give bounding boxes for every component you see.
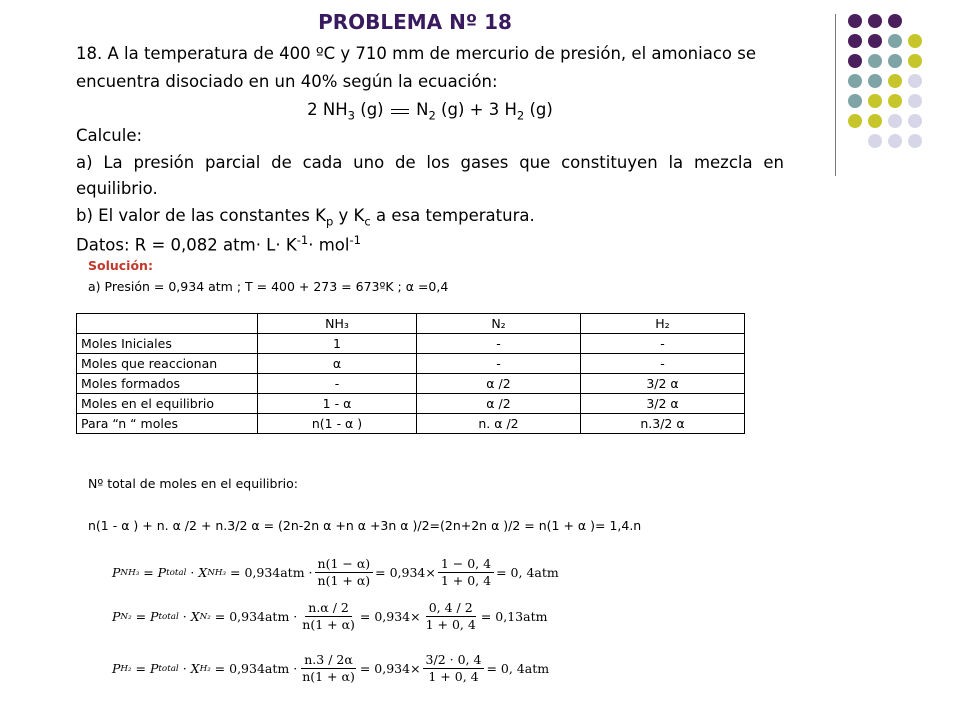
decor-dot: [868, 134, 882, 148]
page-title: PROBLEMA Nº 18: [318, 10, 512, 34]
datos-line: Datos: R = 0,082 $atm\cdot L\cdot K^{-1}\cdot mol^{-1}$: [76, 233, 361, 255]
decor-dot: [908, 134, 922, 148]
statement-line-2: encuentra disociado en un 40% según la ecuación:: [76, 72, 498, 91]
eq-p-h2: P H₂ = P total · X H₂ = 0,934atm · $\frac{n.3 / 2\alpha}{n(1 + \alpha)}$ = 0,934× $\frac{3/2 \cdot 0, 4}{1 + 0, 4}$ = 0, 4atm: [112, 652, 550, 684]
total-moles-equation: n(1 - α ) + n. α /2 + n.3/2 α = (2n-2n α +n α +3n α )/2=(2n+2n α )/2 = n(1 + α )= 1,4.n: [88, 518, 642, 533]
decor-dot: [888, 134, 902, 148]
solution-label: Solución:: [88, 258, 153, 273]
decor-dot: [868, 114, 882, 128]
decor-dot: [908, 34, 922, 48]
decor-dot: [848, 14, 862, 28]
moles-table: [76, 313, 745, 434]
table-row: Moles Iniciales 1 - -: [77, 334, 745, 354]
decor-dot: [868, 14, 882, 28]
equilibrium-arrow-icon: [389, 106, 411, 116]
decor-dot: [908, 94, 922, 108]
decor-dot: [888, 94, 902, 108]
decor-dot: [848, 34, 862, 48]
decor-dot: [868, 54, 882, 68]
table-row: Moles en el equilibrio 1 - α α /2 3/2 α: [77, 394, 745, 414]
eq-p-n2: P N₂ = P total · X N₂ = 0,934atm · $\frac{n.\alpha / 2}{n(1 + \alpha)}$ = 0,934× $\frac{0, 4 / 2}{1 + 0, 4}$ = 0,13atm: [112, 600, 548, 632]
part-a: a) La presión parcial de cada uno de los gases que constituyen la mezcla en equilibrio.: [76, 153, 784, 198]
total-moles-label: Nº total de moles en el equilibrio:: [88, 476, 298, 491]
decor-dot: [888, 114, 902, 128]
decor-dot: [848, 54, 862, 68]
decor-dot: [888, 34, 902, 48]
vertical-divider: [835, 14, 836, 176]
table-row: Para “n “ moles n(1 - α ) n. α /2 n.3/2 α: [77, 414, 745, 434]
table-row: Moles formados - α /2 3/2 α: [77, 374, 745, 394]
decor-dot: [908, 74, 922, 88]
decor-dot: [848, 114, 862, 128]
decor-dot: [868, 94, 882, 108]
calcule-label: Calcule:: [76, 126, 143, 145]
decor-dot: [868, 74, 882, 88]
chemical-equation: 2 $NH_3$ (g) $N_2$ (g) + 3 $H_2$ (g): [307, 100, 553, 123]
decor-dot: [908, 54, 922, 68]
statement-line-1: 18. A la temperatura de 400 ºC y 710 mm de mercurio de presión, el amoniaco se: [76, 44, 756, 63]
decor-dot: [888, 14, 902, 28]
decor-dot: [908, 114, 922, 128]
table-header-row: NH₃ N₂ H₂: [77, 314, 745, 334]
decor-dot: [888, 54, 902, 68]
part-b: b) El valor de las constantes $K_p$ y $K_c$ a esa temperatura.: [76, 206, 535, 229]
solution-line-a: a) Presión = 0,934 atm ; T = 400 + 273 = 673ºK ; α =0,4: [88, 279, 449, 294]
table-row: Moles que reaccionan α - -: [77, 354, 745, 374]
decor-dot: [848, 94, 862, 108]
decor-dot: [888, 74, 902, 88]
eq-p-nh3: P NH₃ = P total · X NH₃ = 0,934atm · $\frac{n(1 - \alpha)}{n(1 + \alpha)}$ = 0,934× $\frac{1 - 0, 4}{1 + 0, 4}$ = 0, 4atm: [112, 556, 559, 588]
decor-dot: [868, 34, 882, 48]
decor-dot: [848, 74, 862, 88]
